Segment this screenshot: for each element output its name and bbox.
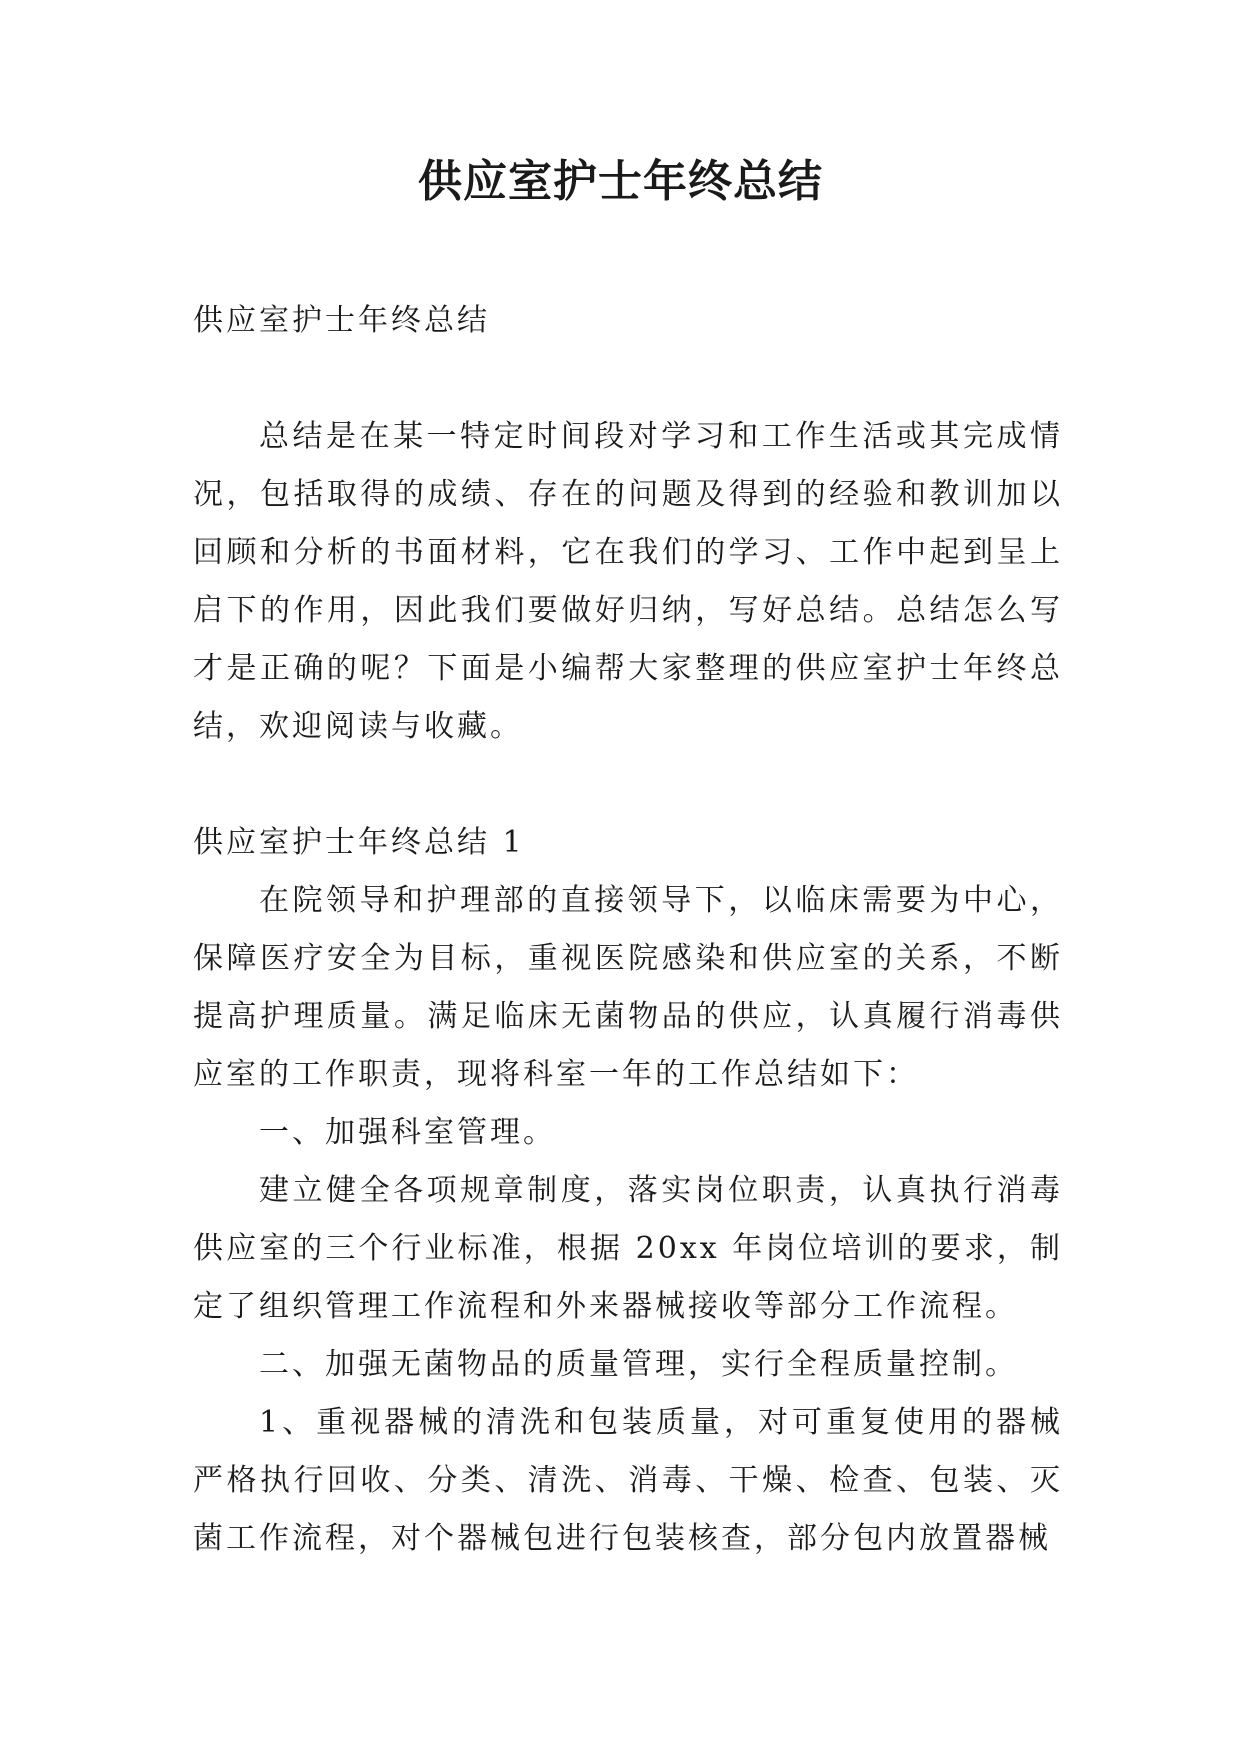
document-body xyxy=(193,292,1063,1568)
document-title: 供应室护士年终总结 xyxy=(418,156,823,207)
section-heading-1: 一、加强科室管理。 xyxy=(259,1115,556,1150)
intro-paragraph: 总结是在某一特定时间段对学习和工作生活或其完成情况，包括取得的成绩、存在的问题及得到的经验和教训加以回顾和分析的书面材料，它在我们的学习、工作中起到呈上启下的作用，因此我们要做好归纳，写好总结。总结怎么写才是正确的呢？下面是小编帮大家整理的供应室护士年终总结，欢迎阅读与收藏。 xyxy=(193,419,1063,744)
body-paragraph: 建立健全各项规章制度，落实岗位职责，认真执行消毒供应室的三个行业标准，根据 20xx 年岗位培训的要求，制定了组织管理工作流程和外来器械接收等部分工作流程。 xyxy=(193,1173,1063,1324)
document-subtitle: 供应室护士年终总结 xyxy=(193,303,490,338)
section-heading-2: 二、加强无菌物品的质量管理，实行全程质量控制。 xyxy=(259,1347,1018,1382)
section-title: 供应室护士年终总结 1 xyxy=(193,825,525,860)
body-paragraph: 在院领导和护理部的直接领导下，以临床需要为中心，保障医疗安全为目标，重视医院感染和供应室的关系，不断提高护理质量。满足临床无菌物品的供应，认真履行消毒供应室的工作职责，现将科室一年的工作总结如下： xyxy=(193,883,1063,1092)
spacer xyxy=(193,756,1063,814)
spacer xyxy=(193,350,1063,408)
body-paragraph: 1、重视器械的清洗和包装质量，对可重复使用的器械严格执行回收、分类、清洗、消毒、干燥、检查、包装、灭菌工作流程，对个器械包进行包装核查，部分包内放置器械 xyxy=(193,1405,1063,1556)
